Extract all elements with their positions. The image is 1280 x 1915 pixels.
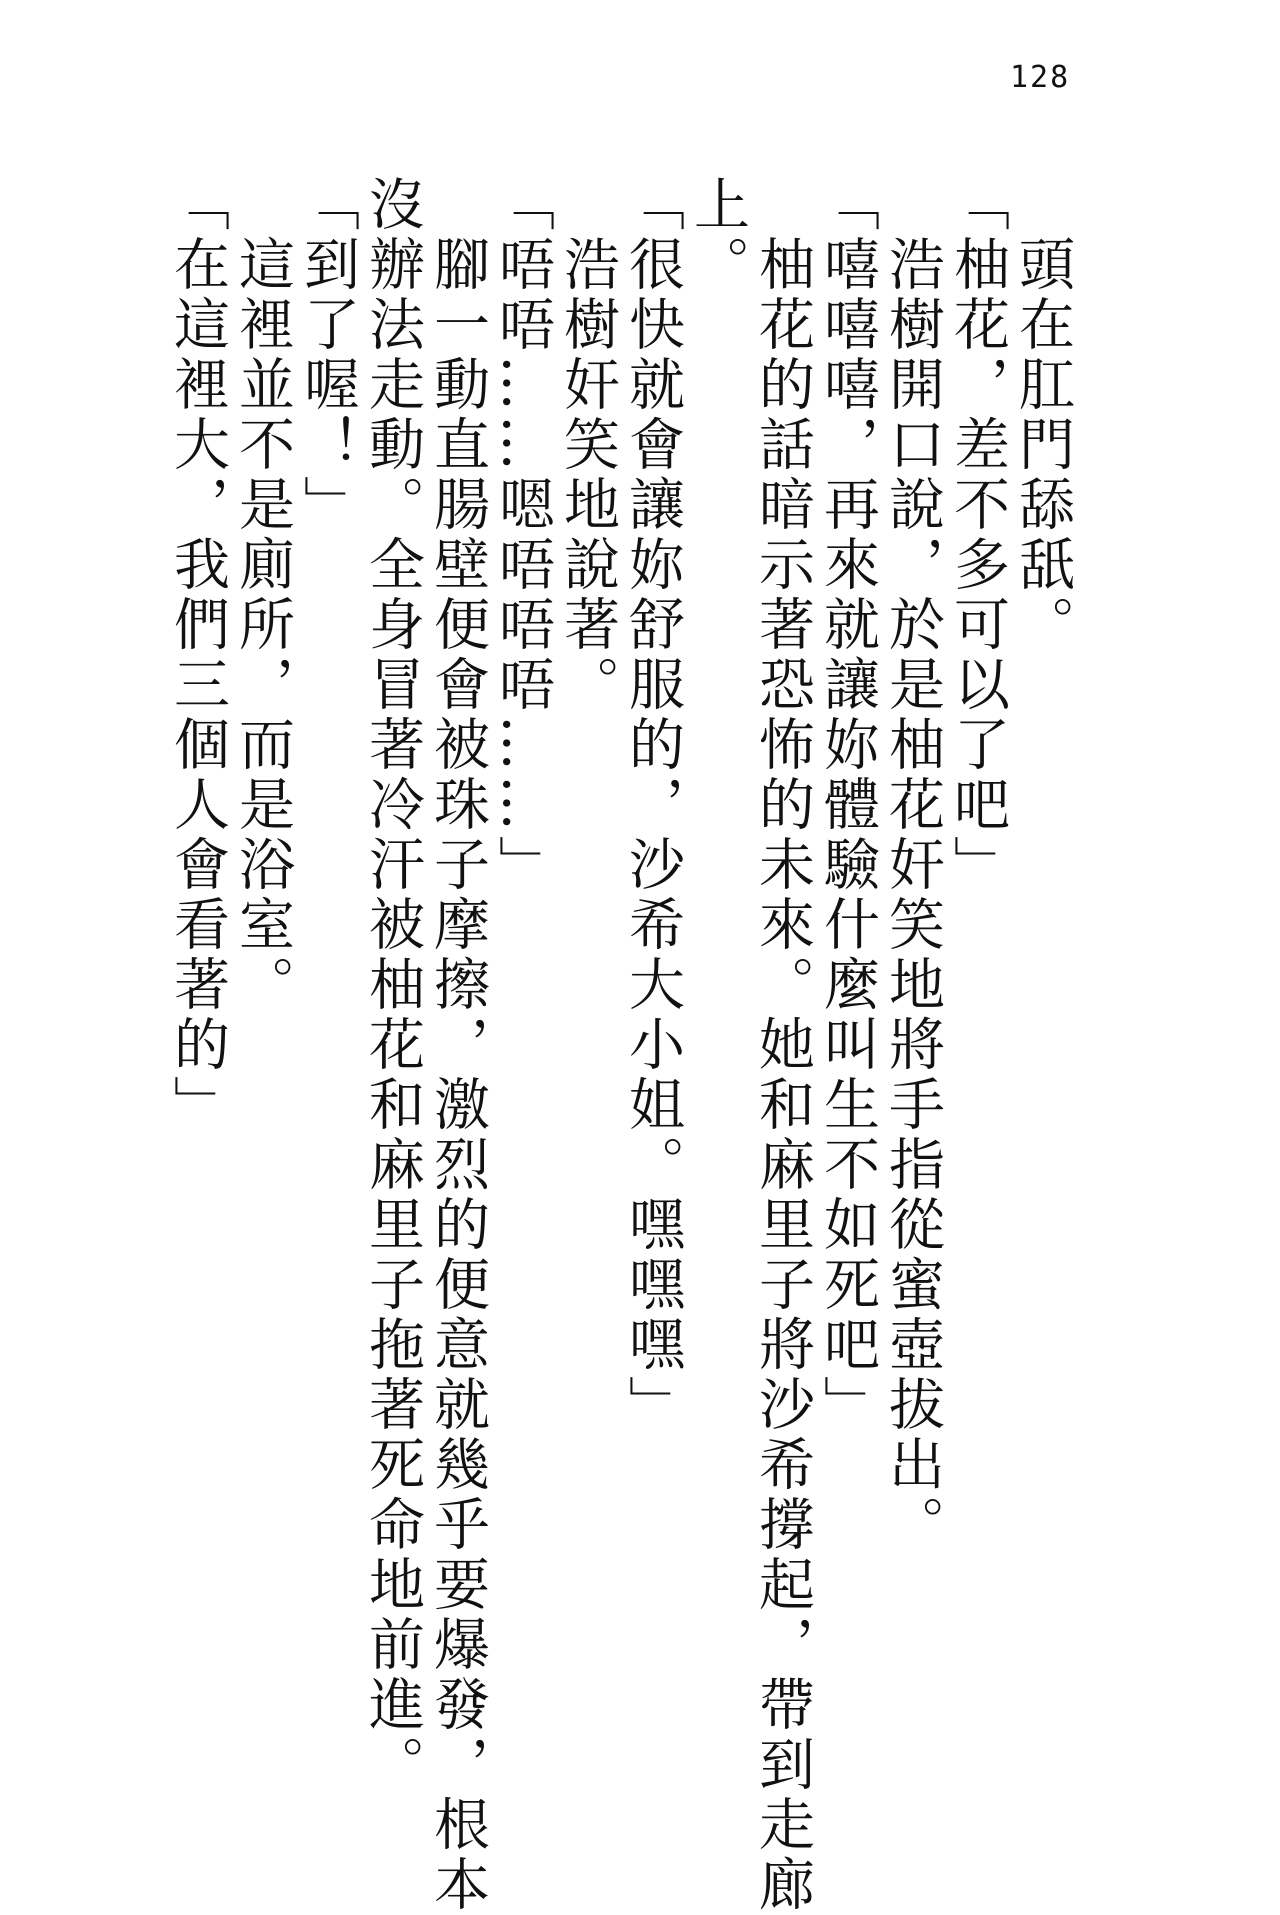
text-column: 「嘻嘻嘻，再來就讓妳體驗什麼叫生不如死吧」 <box>815 175 880 1435</box>
text-column: 「很快就會讓妳舒服的，沙希大小姐。嘿嘿嘿」 <box>620 175 685 1435</box>
text-column: 「柚花，差不多可以了吧」 <box>945 175 1010 895</box>
text-column: 「在這裡大，我們三個人會看著的」 <box>165 175 230 1135</box>
page-number: 128 <box>1010 60 1071 95</box>
text-column: 「到了喔！」 <box>295 175 360 535</box>
text-column: 「唔唔……嗯唔唔唔……」 <box>490 175 555 895</box>
text-column: 柚花的話暗示著恐怖的未來。她和麻里子將沙希撐起，帶到走廊 <box>750 235 815 1915</box>
text-column: 這裡並不是廁所，而是浴室。 <box>230 235 295 1015</box>
text-column: 沒辦法走動。全身冒著冷汗被柚花和麻里子拖著死命地前進。 <box>360 175 425 1795</box>
text-column: 上。 <box>685 175 750 295</box>
text-column: 浩樹奸笑地說著。 <box>555 235 620 715</box>
text-column: 浩樹開口說，於是柚花奸笑地將手指從蜜壺拔出。 <box>880 235 945 1555</box>
text-column: 腳一動直腸壁便會被珠子摩擦，激烈的便意就幾乎要爆發，根本 <box>425 235 490 1915</box>
text-column: 頭在肛門舔舐。 <box>1010 235 1075 655</box>
vertical-text-body <box>165 175 1075 1915</box>
